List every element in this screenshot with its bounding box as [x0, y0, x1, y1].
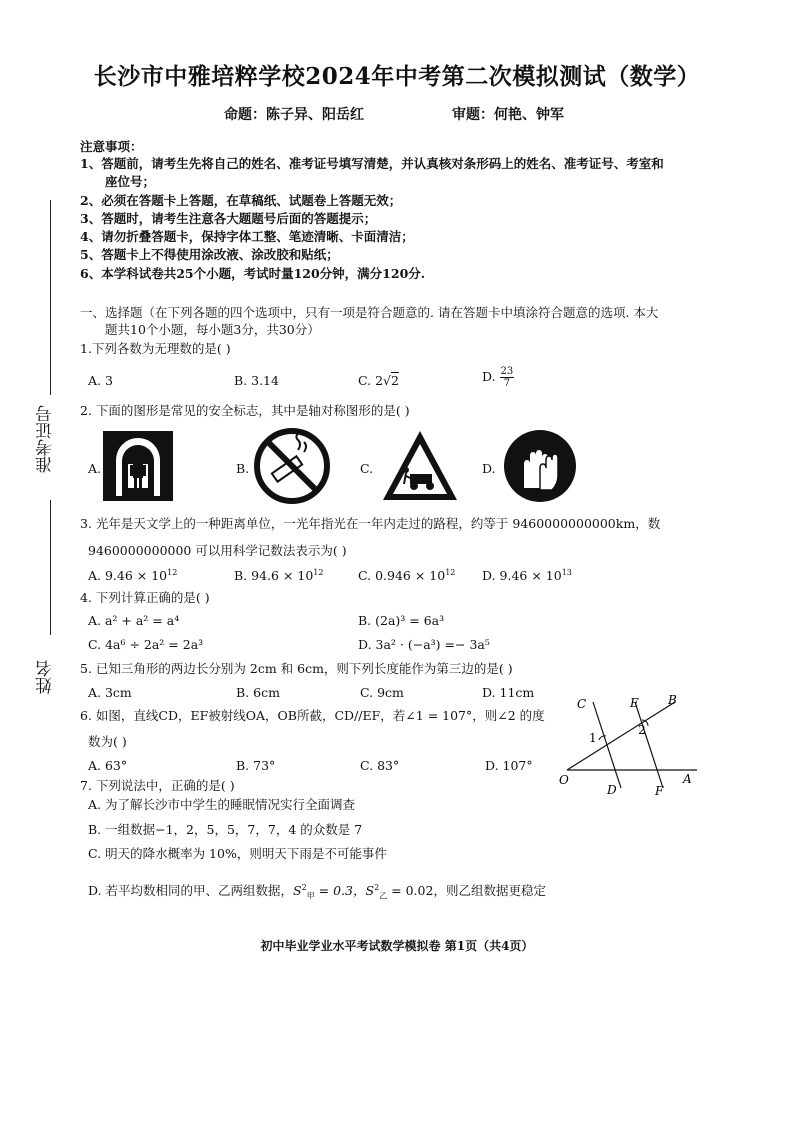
q3-option-d: D. $9.46 \times 10^{13}$ [482, 568, 572, 584]
q6-stem-cont: 数为( ) [88, 734, 127, 749]
note-item: 4、请勿折叠答题卡，保持字体工整、笔迹清晰、卡面清洁； [80, 229, 414, 244]
q6-option-a: A. 63° [88, 758, 128, 773]
q5-option-a: A. 3cm [88, 685, 132, 700]
q1-stem: 1.下列各数为无理数的是( ) [80, 341, 231, 356]
point-label-c: C [577, 697, 587, 711]
q6-option-b: B. 73° [236, 758, 276, 773]
angle-label-2: 2 [638, 723, 646, 737]
q4-option-a: A. a² + a² = a⁴ [88, 613, 180, 628]
note-item: 2、必须在答题卡上答题，在草稿纸、试题卷上答题无效； [80, 193, 402, 208]
ray-ob [567, 702, 675, 770]
q3-option-b: B. $94.6 \times 10^{12}$ [234, 568, 324, 584]
point-label-f: F [655, 784, 664, 798]
point-label-b: B [668, 693, 677, 707]
q1-option-a: A. 3 [88, 373, 113, 388]
q5-stem: 5. 已知三角形的两边长分别为 2cm 和 6cm，则下列长度能作为第三边的是( ) [80, 661, 513, 676]
q7-option-a: A. 为了解长沙市中学生的睡眠情况实行全面调查 [88, 797, 355, 812]
q3-option-c: C. $0.946 \times 10^{12}$ [358, 568, 456, 584]
q5-option-b: B. 6cm [236, 685, 280, 700]
q4-option-b: B. (2a)³ = 6a³ [358, 613, 445, 628]
q2-option-b: B. [236, 461, 250, 476]
name-line [50, 500, 51, 635]
q2-stem: 2. 下面的图形是常见的安全标志，其中是轴对称图形的是( ) [80, 403, 410, 418]
point-label-o: O [559, 773, 569, 787]
warning-triangle-icon [380, 428, 460, 508]
q6-stem: 6. 如图，直线CD，EF被射线OA，OB所截，CD//EF，若∠1 = 107°，则∠2 的度 [80, 708, 545, 723]
q4-option-d: D. 3a² · (−a³) =− 3a⁵ [358, 637, 490, 652]
q6-option-d: D. 107° [485, 758, 533, 773]
q7-option-b: B. 一组数据−1，2，5，5，7，7，4 的众数是 7 [88, 822, 363, 837]
q1-option-d: D. $\frac{23}{7}$ [482, 366, 514, 389]
q6-geometry-diagram [555, 690, 705, 804]
q3-stem-cont: 9460000000000 可以用科学记数法表示为( ) [88, 543, 347, 558]
section-heading-cont: 题共10个小题，每小题3分，共30分） [105, 322, 320, 337]
exam-id-line [50, 200, 51, 395]
exit-sign-icon [102, 430, 174, 506]
note-item: 5、答题卡上不得使用涂改液、涂改胶和贴纸； [80, 247, 339, 262]
line-cd [593, 702, 621, 788]
angle-label-1: 1 [589, 731, 597, 745]
q4-option-c: C. 4a⁶ ÷ 2a² = 2a³ [88, 637, 204, 652]
name-label: 姓名 [36, 660, 56, 694]
q5-option-c: C. 9cm [360, 685, 404, 700]
q3-option-a: A. $9.46 \times 10^{12}$ [88, 568, 178, 584]
point-label-e: E [630, 696, 639, 710]
line-ef [635, 702, 663, 788]
q4-stem: 4. 下列计算正确的是( ) [80, 590, 210, 605]
reviewers-line: 审题：何艳、钟军 [452, 107, 564, 123]
gloves-sign-icon [502, 428, 578, 508]
notes-heading: 注意事项： [80, 139, 143, 154]
q2-option-a: A. [88, 461, 102, 476]
q3-stem: 3. 光年是天文学上的一种距离单位，一光年指光在一年内走过的路程，约等于 9460000000000km，数 [80, 516, 661, 531]
no-smoking-icon [254, 428, 330, 508]
exam-id-label: 准考证号 [36, 405, 56, 473]
q7-option-c: C. 明天的降水概率为 10%，则明天下雨是不可能事件 [88, 846, 387, 861]
page-title: 长沙市中雅培粹学校2024年中考第二次模拟测试（数学） [93, 63, 701, 90]
q7-stem: 7. 下列说法中，正确的是( ) [80, 778, 235, 793]
q6-option-c: C. 83° [360, 758, 400, 773]
q2-option-c: C. [360, 461, 374, 476]
note-item: 1、答题前，请考生先将自己的姓名、准考证号填写清楚，并认真核对条形码上的姓名、准考证号、考室和 [80, 156, 664, 171]
q2-option-d: D. [482, 461, 496, 476]
q1-option-c: C. 2√2 [358, 373, 399, 388]
note-item: 座位号； [105, 174, 156, 189]
point-label-d: D [607, 783, 617, 797]
note-item: 3、答题时，请考生注意各大题题号后面的答题提示； [80, 211, 377, 226]
q7-option-d: D. 若平均数相同的甲、乙两组数据，$S^2_甲 = 0.3$，$S^2_乙 = 0.02$，则乙组数据更稳定 [88, 883, 546, 901]
page-footer: 初中毕业学业水平考试数学模拟卷 第1页（共4页） [260, 939, 534, 953]
section-heading: 一、选择题（在下列各题的四个选项中，只有一项是符合题意的. 请在答题卡中填涂符合题意的选项. 本大 [80, 305, 659, 320]
authors-line: 命题：陈子异、阳岳红 [224, 107, 364, 123]
point-label-a: A [683, 772, 692, 786]
q5-option-d: D. 11cm [482, 685, 535, 700]
q1-option-b: B. 3.14 [234, 373, 279, 388]
note-item: 6、本学科试卷共25个小题，考试时量120分钟，满分120分. [80, 266, 426, 281]
